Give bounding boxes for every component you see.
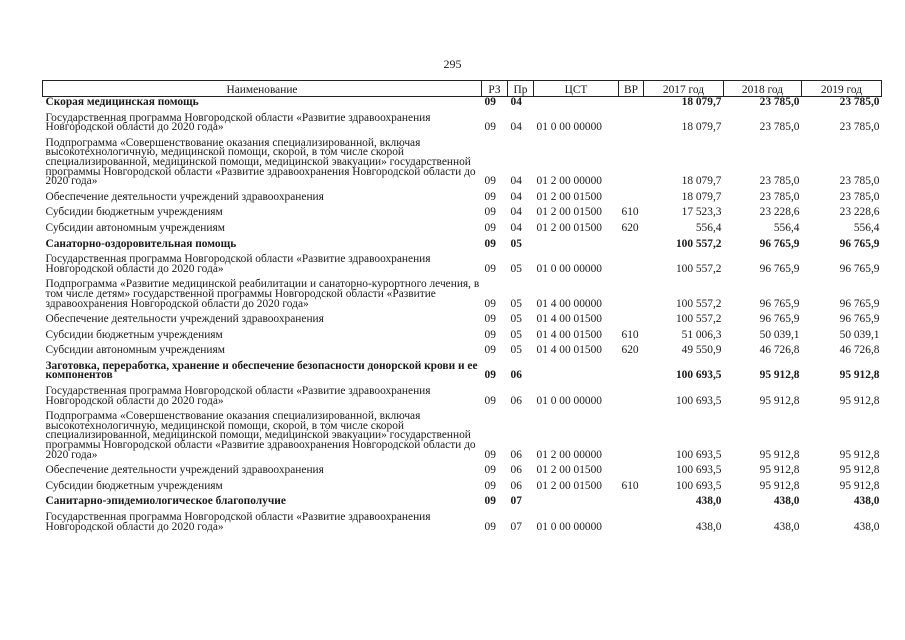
cell-rz: 09 <box>484 262 496 275</box>
section-row <box>43 235 882 251</box>
cell-name: Подпрограмма «Развитие медицинской реабилитации и санаторно-курортного лечения, в том числе детям» государственной программы Новгородской области «Развитие здравоохранения Новгородской области до 2020 года» <box>45 278 480 310</box>
table-row <box>43 109 882 134</box>
cell-2018: 46 726,8 <box>759 344 800 357</box>
cell-name: Обеспечение деятельности учреждений здравоохранения <box>45 190 324 203</box>
column-header-name: Наименование <box>43 81 482 97</box>
cell-2018: 95 912,8 <box>759 394 800 407</box>
cell-name: Подпрограмма «Совершенствование оказания специализированной, включая высокотехнологичную, медицинской помощи, скорой, в том числе скорой специализированной, медицинской помощи, медицинской эвакуации» государственной программы Новгородской области «Развитие здравоохранения Новгородской области до 2020 года» <box>45 136 476 188</box>
cell-pr: 05 <box>510 344 522 357</box>
table-row <box>43 134 882 188</box>
cell-vr <box>619 310 644 326</box>
cell-2017: 51 006,3 <box>681 328 722 341</box>
cell-2018: 95 912,8 <box>759 369 800 382</box>
cell-cst: 01 4 00 01500 <box>536 344 602 357</box>
cell-vr <box>619 461 644 477</box>
cell-vr <box>619 492 644 508</box>
cell-cst: 01 0 00 00000 <box>536 262 602 275</box>
cell-name: Государственная программа Новгородской области «Развитие здравоохранения Новгородской области до 2020 года» <box>45 253 431 275</box>
cell-2019: 95 912,8 <box>839 479 880 492</box>
cell-pr: 04 <box>510 175 522 188</box>
cell-2017: 100 557,2 <box>675 262 722 275</box>
cell-rz: 09 <box>484 237 496 250</box>
cell-cst <box>534 357 619 382</box>
cell-cst: 01 0 00 00000 <box>536 520 602 533</box>
cell-2018: 23 228,6 <box>759 206 800 219</box>
column-header-2018: 2018 год <box>724 81 802 97</box>
cell-2017: 100 693,5 <box>675 479 722 492</box>
cell-rz: 09 <box>484 369 496 382</box>
column-header-rz: РЗ <box>482 81 508 97</box>
cell-2019: 95 912,8 <box>839 394 880 407</box>
cell-cst: 01 2 00 01500 <box>536 464 602 477</box>
cell-vr <box>619 97 644 109</box>
cell-rz: 09 <box>484 394 496 407</box>
cell-vr <box>619 250 644 275</box>
cell-vr: 610 <box>621 206 639 219</box>
cell-2019: 46 726,8 <box>839 344 880 357</box>
cell-pr: 05 <box>510 237 522 250</box>
cell-cst <box>534 97 619 109</box>
section-row <box>43 357 882 382</box>
cell-2019: 23 785,0 <box>839 190 880 203</box>
cell-pr: 05 <box>510 313 522 326</box>
cell-vr: 620 <box>621 221 639 234</box>
page-number: 295 <box>443 57 462 71</box>
table-row <box>43 188 882 204</box>
cell-pr: 05 <box>510 328 522 341</box>
cell-name: Обеспечение деятельности учреждений здравоохранения <box>45 464 324 477</box>
cell-rz: 09 <box>484 121 496 134</box>
cell-2017: 18 079,7 <box>681 175 722 188</box>
cell-name: Государственная программа Новгородской области «Развитие здравоохранения Новгородской области до 2020 года» <box>45 111 431 134</box>
cell-rz: 09 <box>484 464 496 477</box>
cell-cst: 01 4 00 01500 <box>536 328 602 341</box>
cell-rz: 09 <box>484 479 496 492</box>
cell-pr: 06 <box>510 464 522 477</box>
cell-cst: 01 0 00 00000 <box>536 394 602 407</box>
cell-2019: 96 765,9 <box>839 313 880 326</box>
cell-rz: 09 <box>484 495 496 508</box>
cell-2018: 23 785,0 <box>759 121 800 134</box>
cell-2019: 23 228,6 <box>839 206 880 219</box>
section-row <box>43 97 882 109</box>
column-header-vr: ВР <box>619 81 644 97</box>
cell-vr <box>619 357 644 382</box>
cell-cst: 01 2 00 01500 <box>536 190 602 203</box>
column-header-2017: 2017 год <box>644 81 724 97</box>
cell-2017: 100 557,2 <box>675 237 722 250</box>
cell-pr: 07 <box>510 495 522 508</box>
cell-2017: 438,0 <box>695 520 722 533</box>
cell-vr: 620 <box>621 344 639 357</box>
cell-name: Государственная программа Новгородской области «Развитие здравоохранения Новгородской области до 2020 года» <box>45 511 431 533</box>
cell-2018: 50 039,1 <box>759 328 800 341</box>
table-row <box>43 219 882 235</box>
table-row <box>43 275 882 310</box>
cell-name: Обеспечение деятельности учреждений здравоохранения <box>45 313 324 326</box>
table-row <box>43 341 882 357</box>
cell-vr <box>619 508 644 533</box>
cell-name: Санитарно-эпидемиологическое благополучие <box>45 495 286 508</box>
cell-rz: 09 <box>484 520 496 533</box>
cell-2019: 96 765,9 <box>839 237 880 250</box>
cell-2017: 100 557,2 <box>675 313 722 326</box>
budget-table <box>42 80 882 533</box>
cell-pr: 06 <box>510 448 522 461</box>
cell-2019: 438,0 <box>853 495 880 508</box>
column-header-2019: 2019 год <box>802 81 882 97</box>
table-row <box>43 203 882 219</box>
cell-cst <box>534 235 619 251</box>
cell-vr <box>619 382 644 407</box>
cell-vr <box>619 188 644 204</box>
cell-pr: 04 <box>510 96 522 108</box>
cell-2019: 96 765,9 <box>839 262 880 275</box>
cell-2017: 438,0 <box>695 495 722 508</box>
cell-name: Санаторно-оздоровительная помощь <box>45 237 237 250</box>
cell-pr: 04 <box>510 221 522 234</box>
column-header-pr: Пр <box>508 81 534 97</box>
cell-pr: 06 <box>510 394 522 407</box>
cell-2018: 96 765,9 <box>759 262 800 275</box>
cell-rz: 09 <box>484 96 496 108</box>
cell-cst: 01 2 00 01500 <box>536 206 602 219</box>
cell-name: Заготовка, переработка, хранение и обеспечение безопасности донорской крови и ее компонентов <box>45 359 478 382</box>
cell-2017: 556,4 <box>695 221 722 234</box>
cell-2017: 18 079,7 <box>681 96 722 108</box>
cell-cst: 01 2 00 01500 <box>536 221 602 234</box>
cell-cst: 01 2 00 00000 <box>536 175 602 188</box>
table-row <box>43 477 882 493</box>
cell-2018: 95 912,8 <box>759 464 800 477</box>
cell-rz: 09 <box>484 206 496 219</box>
table-body <box>43 97 882 534</box>
table-row <box>43 326 882 342</box>
cell-2019: 96 765,9 <box>839 297 880 310</box>
table-row <box>43 250 882 275</box>
table-row <box>43 407 882 461</box>
table-row <box>43 461 882 477</box>
section-row <box>43 492 882 508</box>
cell-2018: 95 912,8 <box>759 479 800 492</box>
cell-2017: 17 523,3 <box>681 206 722 219</box>
cell-vr: 610 <box>621 328 639 341</box>
column-header-cst: ЦСТ <box>534 81 619 97</box>
cell-pr: 07 <box>510 520 522 533</box>
cell-cst: 01 2 00 00000 <box>536 448 602 461</box>
table-row <box>43 310 882 326</box>
cell-2018: 556,4 <box>773 221 800 234</box>
cell-cst <box>534 492 619 508</box>
cell-rz: 09 <box>484 313 496 326</box>
cell-2019: 23 785,0 <box>839 121 880 134</box>
cell-rz: 09 <box>484 344 496 357</box>
cell-vr <box>619 134 644 188</box>
cell-rz: 09 <box>484 221 496 234</box>
cell-name: Субсидии бюджетным учреждениям <box>45 206 223 219</box>
cell-name: Субсидии автономным учреждениям <box>45 221 225 234</box>
cell-2019: 95 912,8 <box>839 448 880 461</box>
cell-2018: 23 785,0 <box>759 96 800 108</box>
cell-pr: 06 <box>510 369 522 382</box>
cell-2018: 438,0 <box>773 520 800 533</box>
cell-vr <box>619 407 644 461</box>
cell-2017: 100 693,5 <box>675 464 722 477</box>
cell-vr: 610 <box>621 479 639 492</box>
cell-2019: 23 785,0 <box>839 96 880 108</box>
cell-cst: 01 0 00 00000 <box>536 121 602 134</box>
cell-2017: 100 693,5 <box>675 394 722 407</box>
cell-2017: 18 079,7 <box>681 190 722 203</box>
cell-2019: 556,4 <box>853 221 880 234</box>
cell-name: Подпрограмма «Совершенствование оказания специализированной, включая высокотехнологичную, медицинской помощи, скорой, в том числе скорой специализированной, медицинской помощи, медицинской эвакуации» государственной программы Новгородской области «Развитие здравоохранения Новгородской области до 2020 года» <box>45 410 476 461</box>
cell-pr: 05 <box>510 262 522 275</box>
cell-pr: 04 <box>510 206 522 219</box>
cell-pr: 06 <box>510 479 522 492</box>
table-header <box>43 81 882 97</box>
cell-rz: 09 <box>484 297 496 310</box>
cell-2019: 438,0 <box>853 520 880 533</box>
cell-2017: 100 557,2 <box>675 297 722 310</box>
cell-pr: 04 <box>510 121 522 134</box>
cell-cst: 01 2 00 01500 <box>536 479 602 492</box>
cell-name: Субсидии автономным учреждениям <box>45 344 225 357</box>
cell-vr <box>619 109 644 134</box>
cell-2019: 50 039,1 <box>839 328 880 341</box>
cell-rz: 09 <box>484 448 496 461</box>
cell-name: Государственная программа Новгородской области «Развитие здравоохранения Новгородской области до 2020 года» <box>45 385 431 407</box>
cell-name: Субсидии бюджетным учреждениям <box>45 479 223 492</box>
cell-vr <box>619 275 644 310</box>
cell-2018: 438,0 <box>773 495 800 508</box>
cell-name: Субсидии бюджетным учреждениям <box>45 328 223 341</box>
cell-2017: 18 079,7 <box>681 121 722 134</box>
cell-rz: 09 <box>484 190 496 203</box>
cell-2018: 23 785,0 <box>759 190 800 203</box>
cell-vr <box>619 235 644 251</box>
cell-2019: 23 785,0 <box>839 175 880 188</box>
cell-2017: 100 693,5 <box>675 448 722 461</box>
cell-cst: 01 4 00 01500 <box>536 313 602 326</box>
cell-2019: 95 912,8 <box>839 369 880 382</box>
cell-2018: 96 765,9 <box>759 313 800 326</box>
cell-2019: 95 912,8 <box>839 464 880 477</box>
table-row <box>43 382 882 407</box>
cell-name: Скорая медицинская помощь <box>45 96 199 108</box>
cell-2018: 96 765,9 <box>759 297 800 310</box>
cell-2017: 100 693,5 <box>675 369 722 382</box>
cell-2017: 49 550,9 <box>681 344 722 357</box>
cell-cst: 01 4 00 00000 <box>536 297 602 310</box>
cell-pr: 04 <box>510 190 522 203</box>
cell-rz: 09 <box>484 328 496 341</box>
cell-2018: 96 765,9 <box>759 237 800 250</box>
table-row <box>43 508 882 533</box>
cell-2018: 23 785,0 <box>759 175 800 188</box>
cell-rz: 09 <box>484 175 496 188</box>
cell-pr: 05 <box>510 297 522 310</box>
cell-2018: 95 912,8 <box>759 448 800 461</box>
